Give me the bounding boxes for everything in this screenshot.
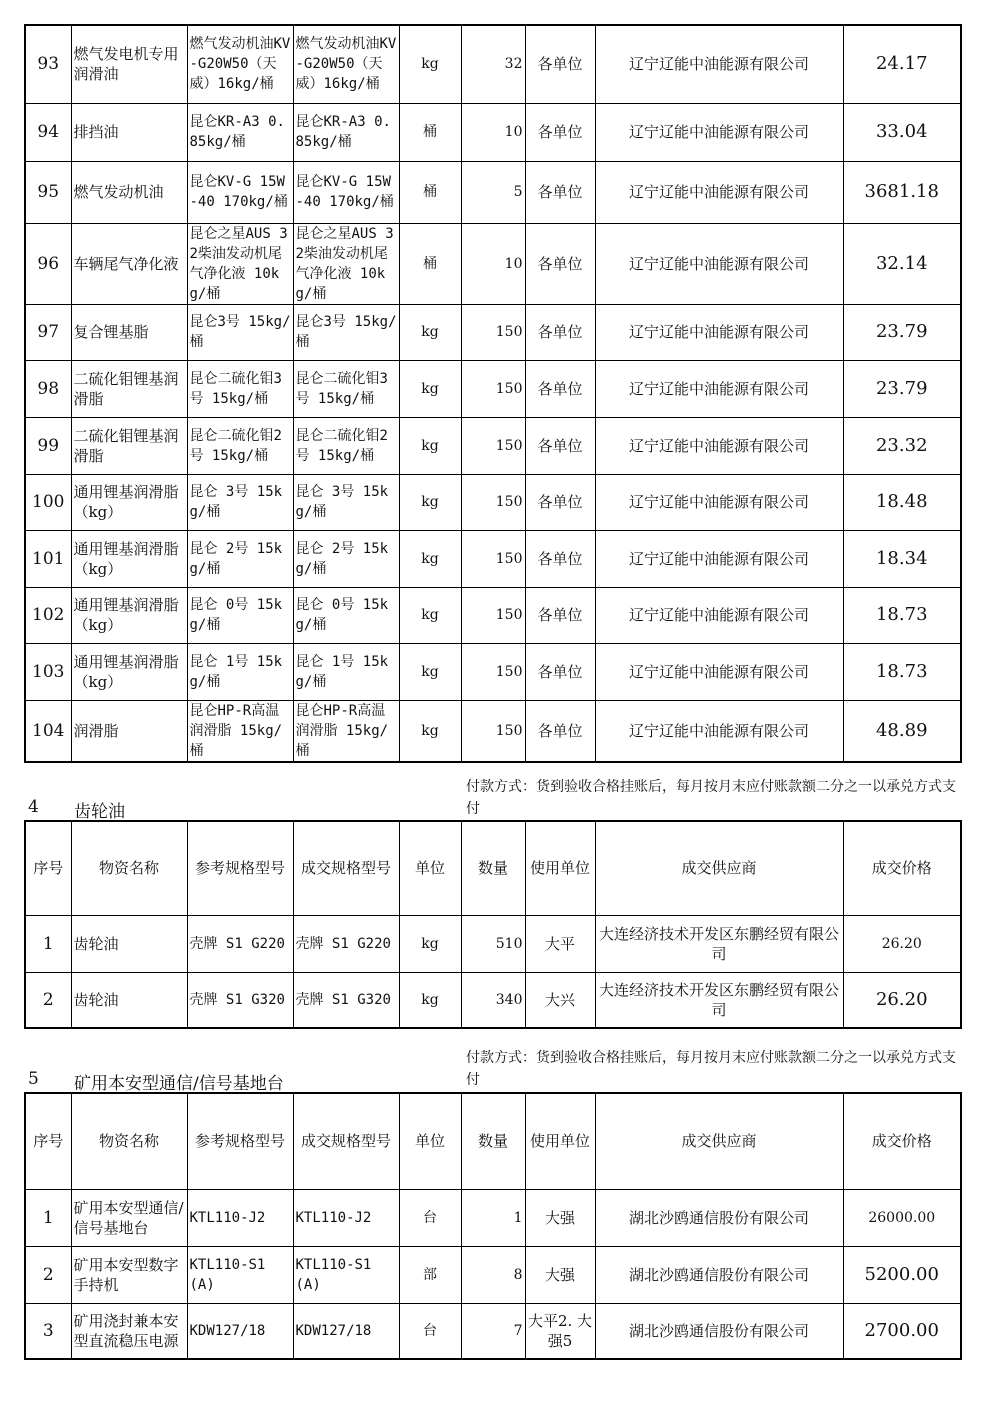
unit: kg xyxy=(399,530,461,587)
table-header-row xyxy=(25,1093,961,1189)
table-row xyxy=(25,915,961,972)
quantity: 150 xyxy=(461,530,525,587)
user-unit: 各单位 xyxy=(525,587,595,643)
quantity: 150 xyxy=(461,474,525,530)
ref-spec: 昆仑 0号 15kg/桶 xyxy=(187,587,293,643)
user-unit: 大强 xyxy=(525,1246,595,1303)
unit: 台 xyxy=(399,1189,461,1246)
price: 33.04 xyxy=(843,103,961,161)
unit: kg xyxy=(399,700,461,762)
row-no: 96 xyxy=(25,223,71,304)
ref-spec: 昆仑HP-R高温润滑脂 15kg/桶 xyxy=(187,700,293,762)
unit: kg xyxy=(399,25,461,103)
row-no: 94 xyxy=(25,103,71,161)
table-row xyxy=(25,161,961,223)
quantity: 150 xyxy=(461,587,525,643)
ref-spec: 昆仑 2号 15kg/桶 xyxy=(187,530,293,587)
header-user: 使用单位 xyxy=(525,1093,595,1189)
deal-spec: 昆仑HP-R高温润滑脂 15kg/桶 xyxy=(293,700,399,762)
item-name: 通用锂基润滑脂（kg） xyxy=(71,474,187,530)
supplier: 辽宁辽能中油能源有限公司 xyxy=(595,417,843,474)
header-supplier: 成交供应商 xyxy=(595,1093,843,1189)
ref-spec: 壳牌 S1 G220 xyxy=(187,915,293,972)
row-no: 101 xyxy=(25,530,71,587)
user-unit: 大平2. 大强5 xyxy=(525,1303,595,1359)
ref-spec: KTL110-S1(A) xyxy=(187,1246,293,1303)
unit: kg xyxy=(399,972,461,1028)
header-price: 成交价格 xyxy=(843,1093,961,1189)
supplier: 辽宁辽能中油能源有限公司 xyxy=(595,223,843,304)
header-ref-spec: 参考规格型号 xyxy=(187,1093,293,1189)
unit: kg xyxy=(399,643,461,700)
supplier: 辽宁辽能中油能源有限公司 xyxy=(595,587,843,643)
deal-spec: 昆仑 2号 15kg/桶 xyxy=(293,530,399,587)
user-unit: 各单位 xyxy=(525,161,595,223)
supplier: 大连经济技术开发区东鹏经贸有限公司 xyxy=(595,972,843,1028)
section-5-title: 矿用本安型通信/信号基地台 xyxy=(74,1074,284,1094)
deal-spec: 昆仑 0号 15kg/桶 xyxy=(293,587,399,643)
price: 3681.18 xyxy=(843,161,961,223)
row-no: 99 xyxy=(25,417,71,474)
item-name: 齿轮油 xyxy=(71,915,187,972)
quantity: 150 xyxy=(461,700,525,762)
row-no: 3 xyxy=(25,1303,71,1359)
price: 32.14 xyxy=(843,223,961,304)
user-unit: 大兴 xyxy=(525,972,595,1028)
quantity: 150 xyxy=(461,304,525,360)
price: 5200.00 xyxy=(843,1246,961,1303)
deal-spec: 昆仑3号 15kg/桶 xyxy=(293,304,399,360)
deal-spec: 昆仑之星AUS 32柴油发动机尾气净化液 10kg/桶 xyxy=(293,223,399,304)
communication-base-station-table xyxy=(24,1092,962,1360)
price: 26.20 xyxy=(843,972,961,1028)
user-unit: 各单位 xyxy=(525,417,595,474)
row-no: 2 xyxy=(25,1246,71,1303)
quantity: 5 xyxy=(461,161,525,223)
ref-spec: 昆仑 3号 15kg/桶 xyxy=(187,474,293,530)
deal-spec: 壳牌 S1 G320 xyxy=(293,972,399,1028)
supplier: 湖北沙鸥通信股份有限公司 xyxy=(595,1246,843,1303)
section-4-index: 4 xyxy=(28,797,39,817)
item-name: 齿轮油 xyxy=(71,972,187,1028)
deal-spec: 昆仑KR-A3 0.85kg/桶 xyxy=(293,103,399,161)
unit: 桶 xyxy=(399,161,461,223)
unit: kg xyxy=(399,304,461,360)
price: 18.34 xyxy=(843,530,961,587)
table-row xyxy=(25,587,961,643)
quantity: 32 xyxy=(461,25,525,103)
user-unit: 各单位 xyxy=(525,25,595,103)
supplier: 辽宁辽能中油能源有限公司 xyxy=(595,304,843,360)
user-unit: 各单位 xyxy=(525,643,595,700)
deal-spec: 昆仑二硫化钼2号 15kg/桶 xyxy=(293,417,399,474)
price: 48.89 xyxy=(843,700,961,762)
row-no: 100 xyxy=(25,474,71,530)
supplier: 辽宁辽能中油能源有限公司 xyxy=(595,360,843,417)
table-row xyxy=(25,1303,961,1359)
table-row xyxy=(25,1246,961,1303)
header-deal-spec: 成交规格型号 xyxy=(293,1093,399,1189)
table-row xyxy=(25,700,961,762)
user-unit: 各单位 xyxy=(525,474,595,530)
price: 18.73 xyxy=(843,643,961,700)
unit: kg xyxy=(399,360,461,417)
header-name: 物资名称 xyxy=(71,821,187,915)
table-row xyxy=(25,1189,961,1246)
quantity: 340 xyxy=(461,972,525,1028)
row-no: 93 xyxy=(25,25,71,103)
deal-spec: 壳牌 S1 G220 xyxy=(293,915,399,972)
section-4-payment-terms: 付款方式：货到验收合格挂账后，每月按月末应付账款额二分之一以承兑方式支付 xyxy=(466,779,956,817)
quantity: 1 xyxy=(461,1189,525,1246)
table-row xyxy=(25,474,961,530)
quantity: 150 xyxy=(461,643,525,700)
table-row xyxy=(25,103,961,161)
price: 24.17 xyxy=(843,25,961,103)
table-row xyxy=(25,304,961,360)
supplier: 辽宁辽能中油能源有限公司 xyxy=(595,643,843,700)
table-row xyxy=(25,25,961,103)
ref-spec: KDW127/18 xyxy=(187,1303,293,1359)
quantity: 7 xyxy=(461,1303,525,1359)
item-name: 通用锂基润滑脂（kg） xyxy=(71,530,187,587)
item-name: 通用锂基润滑脂（kg） xyxy=(71,587,187,643)
table-row xyxy=(25,530,961,587)
table-header-row xyxy=(25,821,961,915)
unit: kg xyxy=(399,587,461,643)
item-name: 通用锂基润滑脂（kg） xyxy=(71,643,187,700)
row-no: 2 xyxy=(25,972,71,1028)
quantity: 510 xyxy=(461,915,525,972)
ref-spec: 昆仑 1号 15kg/桶 xyxy=(187,643,293,700)
header-unit: 单位 xyxy=(399,1093,461,1189)
table-row xyxy=(25,360,961,417)
header-no: 序号 xyxy=(25,1093,71,1189)
user-unit: 各单位 xyxy=(525,360,595,417)
supplier: 辽宁辽能中油能源有限公司 xyxy=(595,103,843,161)
quantity: 150 xyxy=(461,417,525,474)
user-unit: 大强 xyxy=(525,1189,595,1246)
header-unit: 单位 xyxy=(399,821,461,915)
price: 18.48 xyxy=(843,474,961,530)
supplier: 辽宁辽能中油能源有限公司 xyxy=(595,474,843,530)
row-no: 98 xyxy=(25,360,71,417)
gear-oil-table xyxy=(24,820,962,1029)
section-5-index: 5 xyxy=(28,1069,39,1089)
unit: 桶 xyxy=(399,223,461,304)
supplier: 辽宁辽能中油能源有限公司 xyxy=(595,25,843,103)
user-unit: 各单位 xyxy=(525,223,595,304)
unit: kg xyxy=(399,417,461,474)
item-name: 矿用浇封兼本安型直流稳压电源 xyxy=(71,1303,187,1359)
ref-spec: 昆仑二硫化钼2号 15kg/桶 xyxy=(187,417,293,474)
row-no: 103 xyxy=(25,643,71,700)
price: 26.20 xyxy=(843,915,961,972)
ref-spec: 昆仑KR-A3 0.85kg/桶 xyxy=(187,103,293,161)
ref-spec: 昆仑KV-G 15W-40 170kg/桶 xyxy=(187,161,293,223)
price: 23.32 xyxy=(843,417,961,474)
quantity: 10 xyxy=(461,223,525,304)
item-name: 燃气发动机油 xyxy=(71,161,187,223)
supplier: 辽宁辽能中油能源有限公司 xyxy=(595,530,843,587)
item-name: 复合锂基脂 xyxy=(71,304,187,360)
table-row xyxy=(25,972,961,1028)
header-ref-spec: 参考规格型号 xyxy=(187,821,293,915)
header-deal-spec: 成交规格型号 xyxy=(293,821,399,915)
item-name: 润滑脂 xyxy=(71,700,187,762)
item-name: 排挡油 xyxy=(71,103,187,161)
unit: kg xyxy=(399,474,461,530)
header-qty: 数量 xyxy=(461,1093,525,1189)
ref-spec: 昆仑3号 15kg/桶 xyxy=(187,304,293,360)
supplier: 辽宁辽能中油能源有限公司 xyxy=(595,700,843,762)
header-no: 序号 xyxy=(25,821,71,915)
row-no: 95 xyxy=(25,161,71,223)
row-no: 102 xyxy=(25,587,71,643)
ref-spec: 燃气发动机油KV-G20W50（天威）16kg/桶 xyxy=(187,25,293,103)
item-name: 二硫化钼锂基润滑脂 xyxy=(71,417,187,474)
header-supplier: 成交供应商 xyxy=(595,821,843,915)
item-name: 矿用本安型数字手持机 xyxy=(71,1246,187,1303)
price: 2700.00 xyxy=(843,1303,961,1359)
table-row xyxy=(25,417,961,474)
deal-spec: 昆仑KV-G 15W-40 170kg/桶 xyxy=(293,161,399,223)
price: 23.79 xyxy=(843,360,961,417)
quantity: 150 xyxy=(461,360,525,417)
deal-spec: KTL110-J2 xyxy=(293,1189,399,1246)
row-no: 97 xyxy=(25,304,71,360)
row-no: 104 xyxy=(25,700,71,762)
price: 23.79 xyxy=(843,304,961,360)
item-name: 二硫化钼锂基润滑脂 xyxy=(71,360,187,417)
supplier: 湖北沙鸥通信股份有限公司 xyxy=(595,1189,843,1246)
row-no: 1 xyxy=(25,915,71,972)
price: 26000.00 xyxy=(843,1189,961,1246)
user-unit: 大平 xyxy=(525,915,595,972)
deal-spec: 昆仑 3号 15kg/桶 xyxy=(293,474,399,530)
user-unit: 各单位 xyxy=(525,304,595,360)
unit: kg xyxy=(399,915,461,972)
quantity: 10 xyxy=(461,103,525,161)
item-name: 车辆尾气净化液 xyxy=(71,223,187,304)
header-user: 使用单位 xyxy=(525,821,595,915)
unit: 桶 xyxy=(399,103,461,161)
item-name: 燃气发电机专用润滑油 xyxy=(71,25,187,103)
section-5-payment-terms: 付款方式：货到验收合格挂账后，每月按月末应付账款额二分之一以承兑方式支付 xyxy=(466,1050,956,1088)
ref-spec: 昆仑之星AUS 32柴油发动机尾气净化液 10kg/桶 xyxy=(187,223,293,304)
table-row xyxy=(25,643,961,700)
item-name: 矿用本安型通信/信号基地台 xyxy=(71,1189,187,1246)
table-row xyxy=(25,223,961,304)
unit: 部 xyxy=(399,1246,461,1303)
supplier: 湖北沙鸥通信股份有限公司 xyxy=(595,1303,843,1359)
lubricant-table xyxy=(24,24,962,763)
deal-spec: KTL110-S1(A) xyxy=(293,1246,399,1303)
header-name: 物资名称 xyxy=(71,1093,187,1189)
section-4-title: 齿轮油 xyxy=(74,802,125,822)
supplier: 大连经济技术开发区东鹏经贸有限公司 xyxy=(595,915,843,972)
unit: 台 xyxy=(399,1303,461,1359)
ref-spec: 壳牌 S1 G320 xyxy=(187,972,293,1028)
user-unit: 各单位 xyxy=(525,700,595,762)
user-unit: 各单位 xyxy=(525,103,595,161)
deal-spec: KDW127/18 xyxy=(293,1303,399,1359)
deal-spec: 昆仑 1号 15kg/桶 xyxy=(293,643,399,700)
deal-spec: 燃气发动机油KV-G20W50（天威）16kg/桶 xyxy=(293,25,399,103)
price: 18.73 xyxy=(843,587,961,643)
ref-spec: 昆仑二硫化钼3号 15kg/桶 xyxy=(187,360,293,417)
supplier: 辽宁辽能中油能源有限公司 xyxy=(595,161,843,223)
deal-spec: 昆仑二硫化钼3号 15kg/桶 xyxy=(293,360,399,417)
header-price: 成交价格 xyxy=(843,821,961,915)
row-no: 1 xyxy=(25,1189,71,1246)
user-unit: 各单位 xyxy=(525,530,595,587)
quantity: 8 xyxy=(461,1246,525,1303)
header-qty: 数量 xyxy=(461,821,525,915)
ref-spec: KTL110-J2 xyxy=(187,1189,293,1246)
